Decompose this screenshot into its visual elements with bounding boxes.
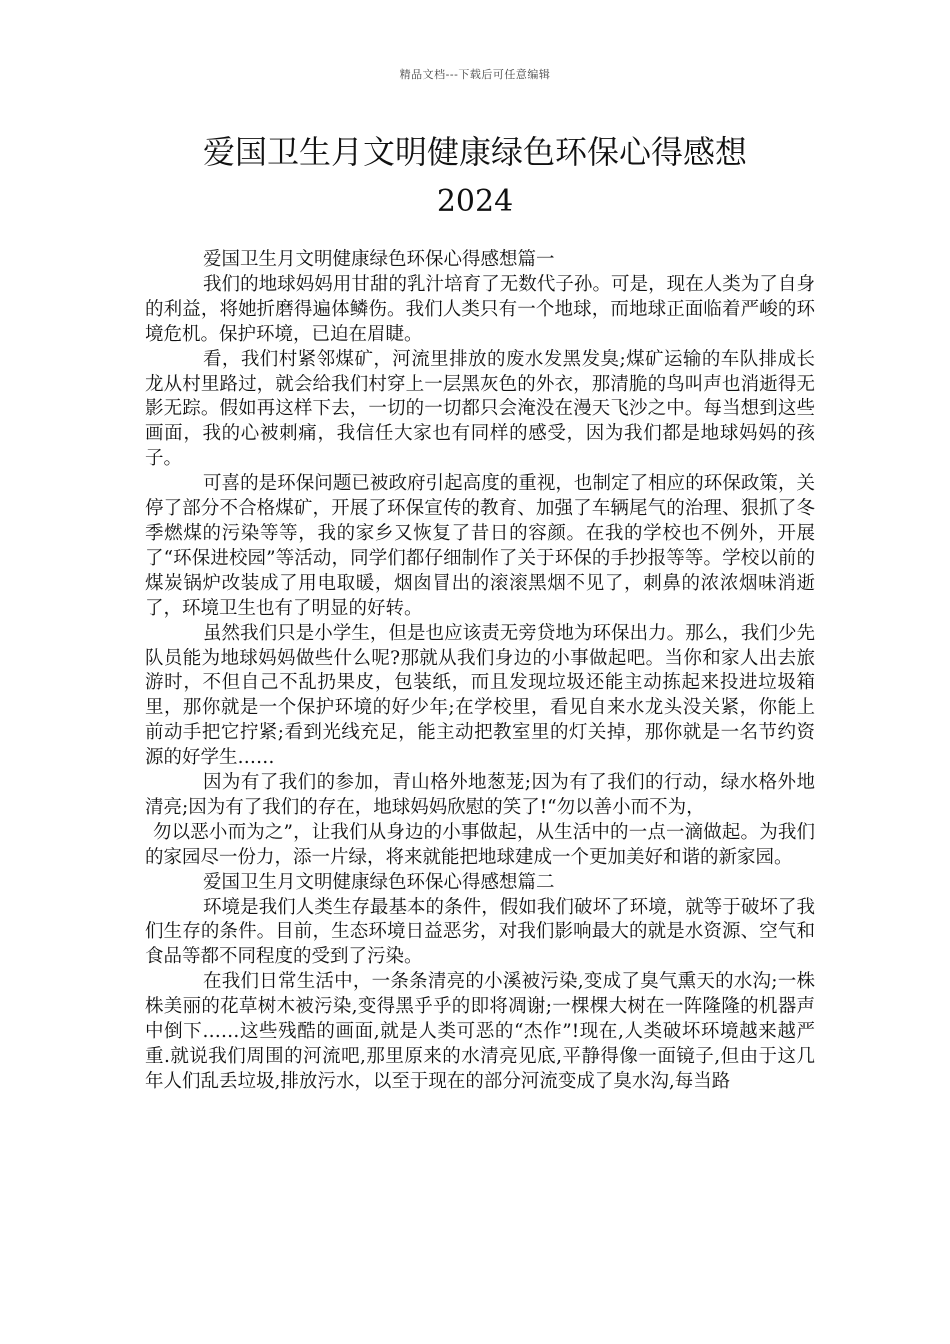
paragraph: 勿以恶小而为之”，让我们从身边的小事做起，从生活中的一点一滴做起。为我们的家园尽一份力，添一片绿，将来就能把地球建成一个更加美好和谐的新家园。 <box>145 821 815 868</box>
paragraph: 因为有了我们的参加，青山格外地葱茏;因为有了我们的行动，绿水格外地清亮;因为有了我们的存在，地球妈妈欣慰的笑了!“勿以善小而不为， <box>145 772 815 818</box>
document-title-year: 2024 <box>436 184 514 219</box>
paragraph: 环境是我们人类生存最基本的条件，假如我们破坏了环境，就等于破坏了我们生存的条件。目前，生态环境日益恶劣，对我们影响最大的就是水资源、空气和食品等都不同程度的受到了污染。 <box>145 896 815 968</box>
paragraph: 可喜的是环保问题已被政府引起高度的重视，也制定了相应的环保政策，关停了部分不合格煤矿，开展了环保宣传的教育、加强了车辆尾气的治理、狠抓了冬季燃煤的污染等等，我的家乡又恢复了昔日的容颜。在我的学校也不例外，开展了“环保进校园”等活动，同学们都仔细制作了关于环保的手抄报等等。学校以前的煤炭锅炉改装成了用电取暖，烟囱冒出的滚滚黑烟不见了，刺鼻的浓浓烟味消逝了，环境卫生也有了明显的好转。 <box>145 473 815 619</box>
section-heading-1: 爱国卫生月文明健康绿色环保心得感想篇一 <box>203 249 555 270</box>
section-heading-2: 爱国卫生月文明健康绿色环保心得感想篇二 <box>203 871 555 893</box>
paragraph: 在我们日常生活中，一条条清亮的小溪被污染,变成了臭气熏天的水沟;一株株美丽的花草树木被污染,变得黑乎乎的即将凋谢;一棵棵大树在一阵隆隆的机器声中倒下……这些残酷的画面,就是人类可恶的“杰作”!现在,人类破坏环境越来越严重.就说我们周围的河流吧,那里原来的水清亮见底,平静得像一面镜子,但由于这几年人们乱丢垃圾,排放污水，以至于现在的部分河流变成了臭水沟,每当路 <box>145 971 815 1092</box>
paragraph: 我们的地球妈妈用甘甜的乳汁培育了无数代子孙。可是，现在人类为了自身的利益，将她折磨得遍体鳞伤。我们人类只有一个地球，而地球正面临着严峻的环境危机。保护环境，已迫在眉睫。 <box>145 273 815 345</box>
document-body <box>145 248 815 1095</box>
paragraph: 虽然我们只是小学生，但是也应该责无旁贷地为环保出力。那么，我们少先队员能为地球妈妈做些什么呢?那就从我们身边的小事做起吧。当你和家人出去旅游时，不但自己不乱扔果皮，包装纸，而且发现垃圾还能主动拣起来投进垃圾箱里，那你就是一个保护环境的好少年;在学校里，看见自来水龙头没关紧，你能上前动手把它拧紧;看到光线充足，能主动把教室里的灯关掉，那你就是一名节约资源的好学生…… <box>145 622 815 769</box>
document-title: 爱国卫生月文明健康绿色环保心得感想 <box>202 133 747 171</box>
header-note: 精品文档---下载后可任意编辑 <box>399 68 551 81</box>
paragraph: 看，我们村紧邻煤矿，河流里排放的废水发黑发臭;煤矿运输的车队排成长龙从村里路过，就会给我们村穿上一层黑灰色的外衣，那清脆的鸟叫声也消逝得无影无踪。假如再这样下去，一切的一切都只会淹没在漫天飞沙之中。每当想到这些画面，我的心被刺痛，我信任大家也有同样的感受，因为我们都是地球妈妈的孩子。 <box>145 348 815 470</box>
